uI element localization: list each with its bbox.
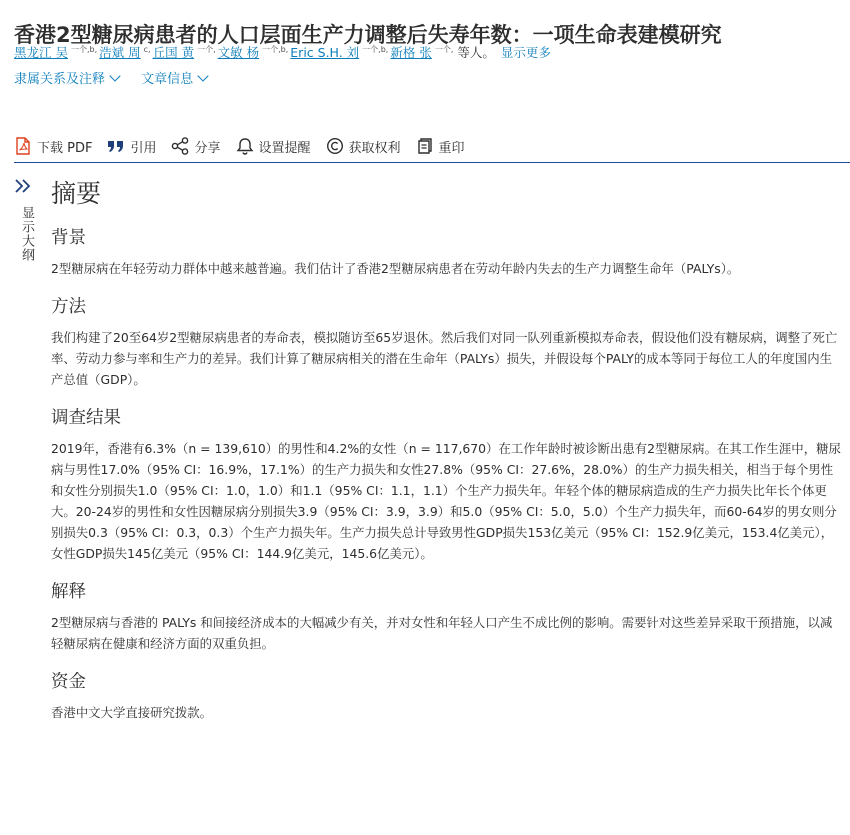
article-toolbar [14,130,850,163]
pdf-icon [14,137,32,155]
share-label: 分享 [194,140,221,156]
download-pdf-label: 下载 PDF [37,140,93,156]
cite-label: 引用 [130,140,157,156]
reprint-label: 重印 [438,140,465,156]
article-title: 香港2型糖尿病患者的人口层面生产力调整后失寿年数：一项生命表建模研究 [14,23,722,48]
reprint-icon [416,137,434,155]
author-list [14,40,844,63]
abstract-section [51,176,841,723]
abstract-subsection [51,670,841,723]
affiliations-toggle[interactable] [14,72,119,87]
section-text: 2型糖尿病在年轻劳动力群体中越来越普遍。我们估计了香港2型糖尿病患者在劳动年龄内失去的生产力调整生命年（PALYs）。 [51,261,740,276]
section-text: 2型糖尿病与香港的 PALYs 和间接经济成本的大幅减少有关，并对女性和年轻人口产生不成比例的影响。需要针对这些差异采取干预措施，以减轻糖尿病在健康和经济方面的双重负担。 [51,615,833,651]
double-chevron-right-icon[interactable] [14,178,34,198]
get-rights-button[interactable] [326,137,401,156]
article-meta-links [14,70,225,90]
article-info-label: 文章信息 [141,72,194,87]
share-button[interactable] [171,137,220,156]
set-alert-button[interactable] [236,137,311,156]
abstract-subsection [51,580,841,654]
chevron-down-icon [198,70,209,81]
quote-icon [107,137,125,155]
share-icon [171,137,189,155]
abstract-heading: 摘要 [51,179,102,208]
section-heading: 资金 [51,672,86,692]
download-pdf-button[interactable] [14,137,92,156]
author-link[interactable]: 黑龙江 吴 [14,45,68,61]
abstract-subsection [51,226,841,279]
author-affiliation-sup: 一个, [197,45,216,54]
show-outline-button[interactable]: 显示大纲 [19,206,34,262]
author-affiliation-sup: c, [143,45,151,54]
et-al-text: 等人。 [457,45,495,61]
author-affiliation-sup: 一个,b, [262,45,289,54]
article-info-toggle[interactable] [141,72,207,87]
copyright-icon [326,137,344,155]
abstract-subsection [51,295,841,390]
section-text: 我们构建了20至64岁2型糖尿病患者的寿命表，模拟随访至65岁退休。然后我们对同一队列重新模拟寿命表，假设他们没有糖尿病，调整了死亡率、劳动力参与率和生产力的差异。我们计算了糖尿病相关的潜在生命年（PALYs）损失，并假设每个PALY的成本等同于每位工人的年度国内生产总值（GDP）。 [51,330,838,387]
section-heading: 背景 [51,228,86,248]
author-affiliation-sup: 一个,b, [362,45,389,54]
get-rights-label: 获取权利 [348,140,401,156]
author-affiliation-sup: 一个,b, [70,45,98,54]
author-link[interactable]: 文敏 杨 [217,45,260,61]
section-heading: 调查结果 [51,408,121,428]
author-affiliation-sup: 一个, [434,45,454,54]
chevron-down-icon [109,70,120,81]
outline-sidebar [14,176,36,296]
abstract-subsection [51,406,841,564]
show-more-link[interactable]: 显示更多 [500,45,551,61]
section-heading: 解释 [51,582,86,602]
reprint-button[interactable] [416,137,465,156]
section-text: 2019年，香港有6.3%（n = 139,610）的男性和4.2%的女性（n = 117,670）在工作年龄时被诊断出患有2型糖尿病。在其工作生涯中，糖尿病与男性17.0%（95% CI：16.9%，17.1%）的生产力损失和女性27.8%（95% CI：27.6%，28.0%）的生产力损失相关，相当于每个男性和女性分别损失1.0（95% CI：1.0，1.0）和1.1（95% CI：1.1，1.1）个生产力损失年。年轻个体的糖尿病造成的生产力损失比年长个体更大。20-24岁的男性和女性因糖尿病分别损失3.9（95% CI：3.9，3.9）和5.0（95% CI：5.0，5.0）个生产力损失年，而60-64岁的男女则分别损失0.3（95% CI：0.3，0.3）个生产力损失年。生产力损失总计导致男性GDP损失153亿美元（95% CI：152.9亿美元，153.4亿美元），女性GDP损失145亿美元（95% CI：144.9亿美元，145.6亿美元）。 [51,441,841,561]
section-text: 香港中文大学直接研究拨款。 [51,705,213,720]
cite-button[interactable] [107,137,156,156]
set-alert-label: 设置提醒 [258,140,311,156]
author-link[interactable]: 浩斌 周 [99,45,141,61]
author-link[interactable]: 新格 张 [390,45,432,61]
bell-icon [236,137,254,155]
author-link[interactable]: 丘国 黄 [152,45,195,61]
affiliations-label: 隶属关系及注释 [14,72,106,87]
section-heading: 方法 [51,297,86,317]
author-link[interactable]: Eric S.H. 刘 [290,45,360,61]
